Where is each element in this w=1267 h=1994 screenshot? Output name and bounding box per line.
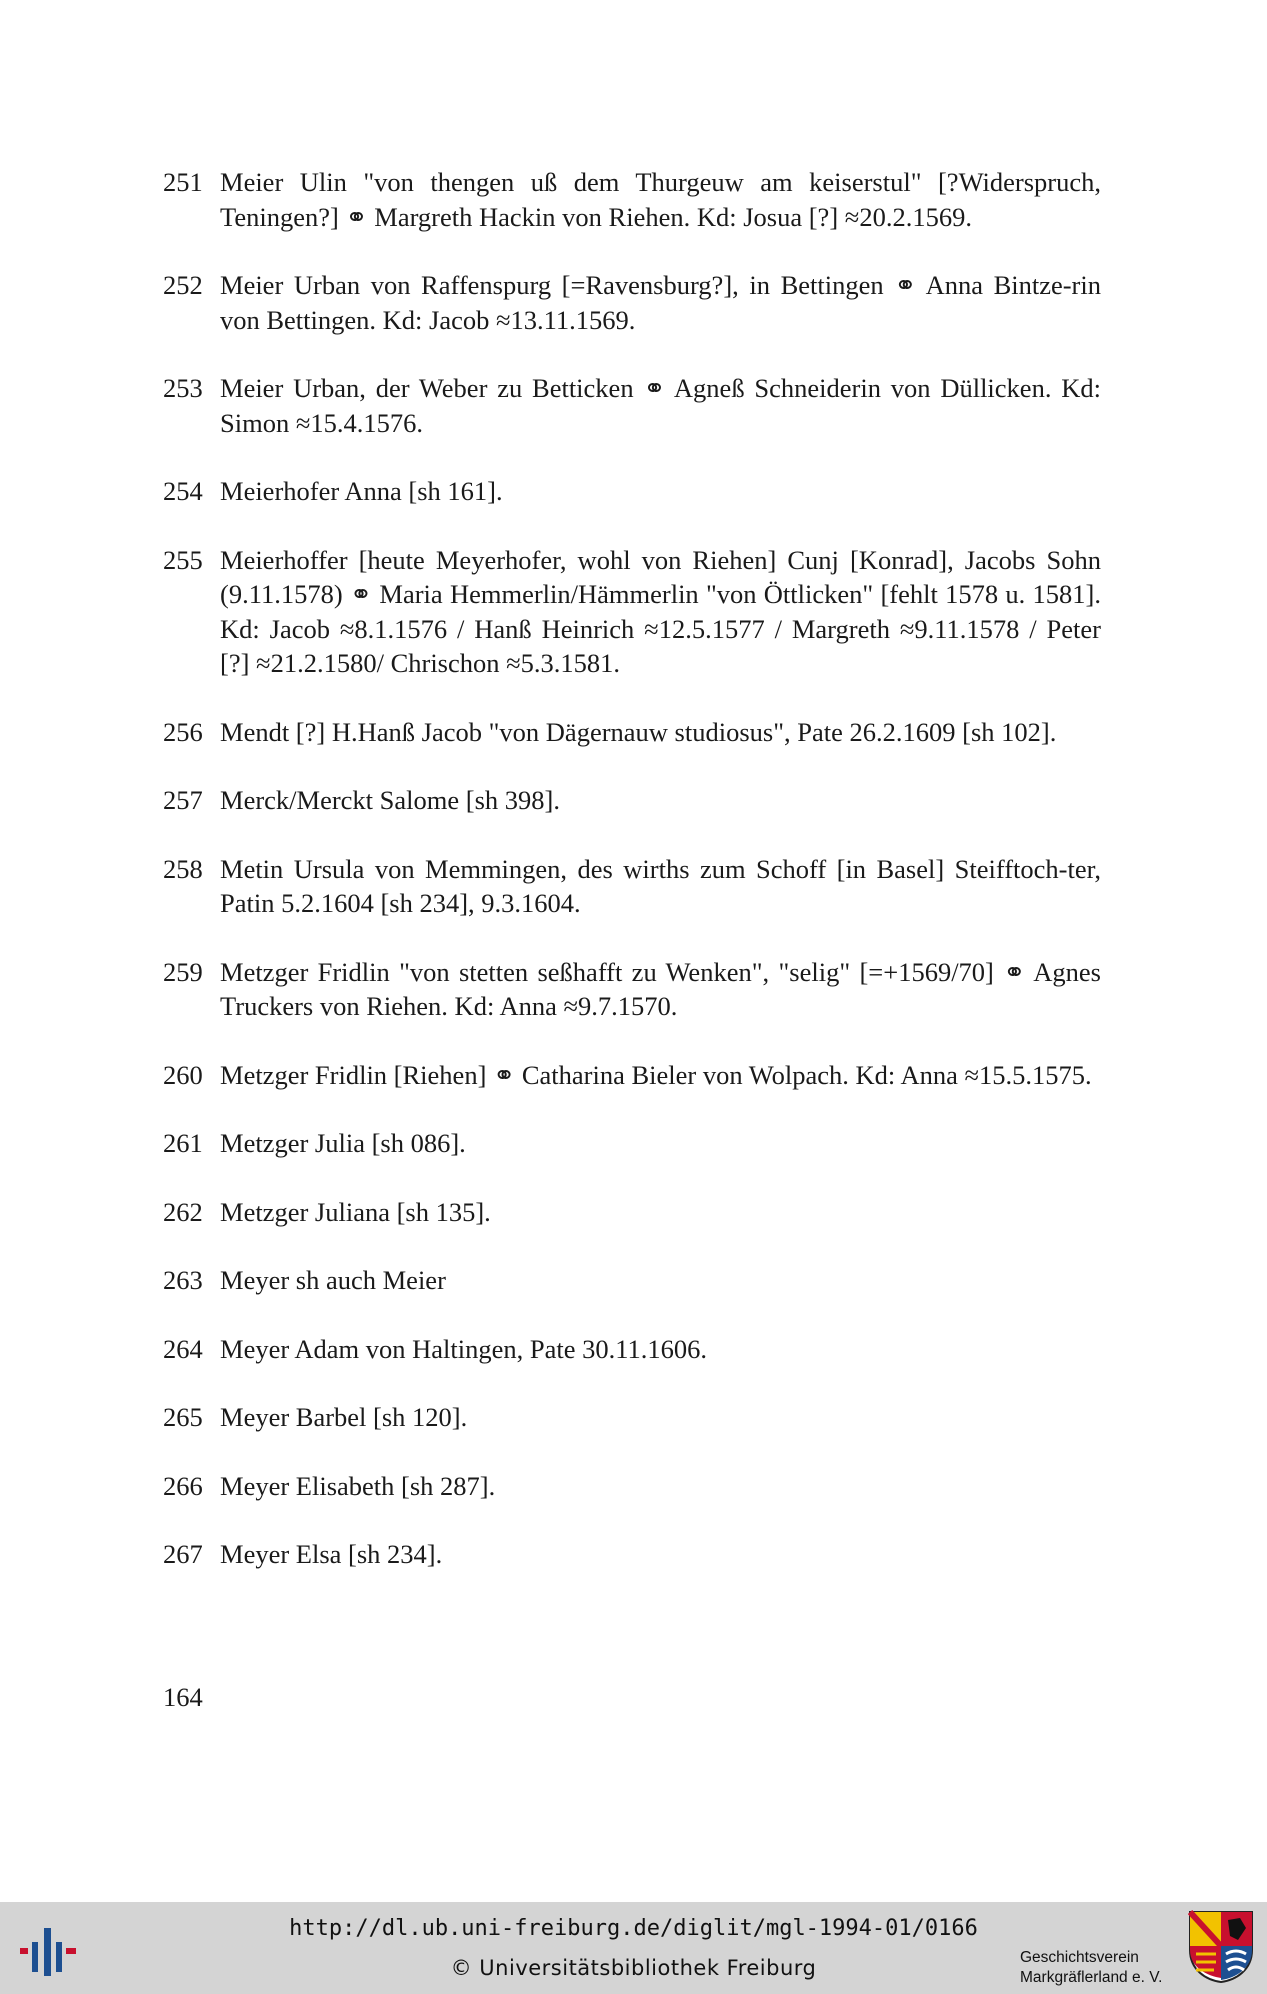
entry-text: Meyer sh auch Meier bbox=[220, 1265, 446, 1295]
entry-text: Meyer Adam von Haltingen, Pate 30.11.1606. bbox=[220, 1333, 707, 1364]
entry-254 bbox=[163, 474, 1101, 509]
entry-number: 251 bbox=[163, 167, 203, 197]
entry-number: 263 bbox=[163, 1265, 203, 1295]
entry-text: Metzger Juliana [sh 135]. bbox=[220, 1196, 491, 1227]
society-name-line2: Markgräflerland e. V. bbox=[1020, 1969, 1163, 1986]
society-name bbox=[1020, 1948, 1190, 1988]
entry-256 bbox=[163, 715, 1101, 750]
entry-text: Meier Urban von Raffenspurg [=Ravensburg?], in Bettingen ⚭ Anna Bintze-rin von Bettingen. Kd: Jacob ≈13.11.1569. bbox=[220, 270, 1101, 335]
entry-number: 258 bbox=[163, 853, 203, 884]
entry-number: 257 bbox=[163, 785, 203, 815]
entry-text: Meierhoffer [heute Meyerhofer, wohl von Riehen] Cunj [Konrad], Jacobs Sohn (9.11.1578) ⚭ Maria Hemmerlin/Hämmerlin "von Öttlicken" [fehlt 1578 u. 1581]. Kd: Jacob ≈8.1.1576 / Hanß Heinrich ≈12.5.1577 / Margreth ≈9.11.1578 / Peter [?] ≈21.2.1580/ Chrischon ≈5.3.1581. bbox=[220, 544, 1101, 678]
society-name-line1: Geschichtsverein bbox=[1020, 1949, 1139, 1966]
coat-of-arms-icon bbox=[1188, 1910, 1254, 1984]
entry-260 bbox=[163, 1058, 1101, 1093]
entry-263 bbox=[163, 1263, 1101, 1298]
entry-number: 262 bbox=[163, 1196, 203, 1227]
entry-257 bbox=[163, 783, 1101, 818]
entry-text: Meyer Elisabeth [sh 287]. bbox=[220, 1470, 496, 1501]
footer-bar bbox=[0, 1902, 1267, 1994]
copyright-text: © Universitätsbibliothek Freiburg bbox=[450, 1956, 817, 1980]
entry-265 bbox=[163, 1400, 1101, 1435]
entry-number: 253 bbox=[163, 373, 203, 403]
entry-267 bbox=[163, 1537, 1101, 1572]
entry-number: 254 bbox=[163, 476, 203, 506]
permalink-url[interactable]: http://dl.ub.uni-freiburg.de/diglit/mgl-1994-01/0166 bbox=[289, 1916, 978, 1941]
entry-261 bbox=[163, 1126, 1101, 1161]
entry-259 bbox=[163, 955, 1101, 1024]
entry-252 bbox=[163, 268, 1101, 337]
entry-text: Merck/Merckt Salome [sh 398]. bbox=[220, 785, 560, 815]
entry-text: Meier Ulin "von thengen uß dem Thurgeuw am keiserstul" [?Widerspruch, Teningen?] ⚭ Margreth Hackin von Riehen. Kd: Josua [?] ≈20.2.1569. bbox=[220, 167, 1101, 232]
entry-text: Metzger Fridlin [Riehen] ⚭ Catharina Bieler von Wolpach. Kd: Anna ≈15.5.1575. bbox=[220, 1059, 1092, 1090]
entry-251 bbox=[163, 165, 1101, 234]
entry-text: Metzger Julia [sh 086]. bbox=[220, 1128, 466, 1158]
entry-text: Meier Urban, der Weber zu Betticken ⚭ Agneß Schneiderin von Düllicken. Kd: Simon ≈15.4.1576. bbox=[220, 373, 1101, 438]
page-number: 164 bbox=[163, 1682, 203, 1712]
entry-number: 256 bbox=[163, 716, 203, 747]
entry-266 bbox=[163, 1469, 1101, 1504]
entry-number: 267 bbox=[163, 1539, 203, 1569]
entry-262 bbox=[163, 1195, 1101, 1230]
entry-253 bbox=[163, 371, 1101, 440]
entry-text: Meierhofer Anna [sh 161]. bbox=[220, 476, 503, 506]
entry-text: Metzger Fridlin "von stetten seßhafft zu Wenken", "selig" [=+1569/70] ⚭ Agnes Truckers von Riehen. Kd: Anna ≈9.7.1570. bbox=[220, 956, 1101, 1021]
entry-number: 252 bbox=[163, 270, 203, 300]
entry-255 bbox=[163, 543, 1101, 681]
entry-number: 261 bbox=[163, 1128, 203, 1158]
entry-number: 259 bbox=[163, 956, 203, 987]
entry-text: Meyer Elsa [sh 234]. bbox=[220, 1539, 443, 1569]
entry-number: 255 bbox=[163, 544, 203, 575]
entry-text: Mendt [?] H.Hanß Jacob "von Dägernauw studiosus", Pate 26.2.1609 [sh 102]. bbox=[220, 716, 1057, 747]
entry-number: 266 bbox=[163, 1470, 203, 1501]
entry-number: 260 bbox=[163, 1059, 203, 1090]
entry-264 bbox=[163, 1332, 1101, 1367]
entry-number: 264 bbox=[163, 1333, 203, 1364]
entry-text: Metin Ursula von Memmingen, des wirths zum Schoff [in Basel] Steifftoch-ter, Patin 5.2.1604 [sh 234], 9.3.1604. bbox=[220, 853, 1101, 918]
entry-258 bbox=[163, 852, 1101, 921]
entry-text: Meyer Barbel [sh 120]. bbox=[220, 1402, 468, 1432]
entry-number: 265 bbox=[163, 1402, 203, 1432]
entry-list bbox=[163, 165, 1101, 1572]
